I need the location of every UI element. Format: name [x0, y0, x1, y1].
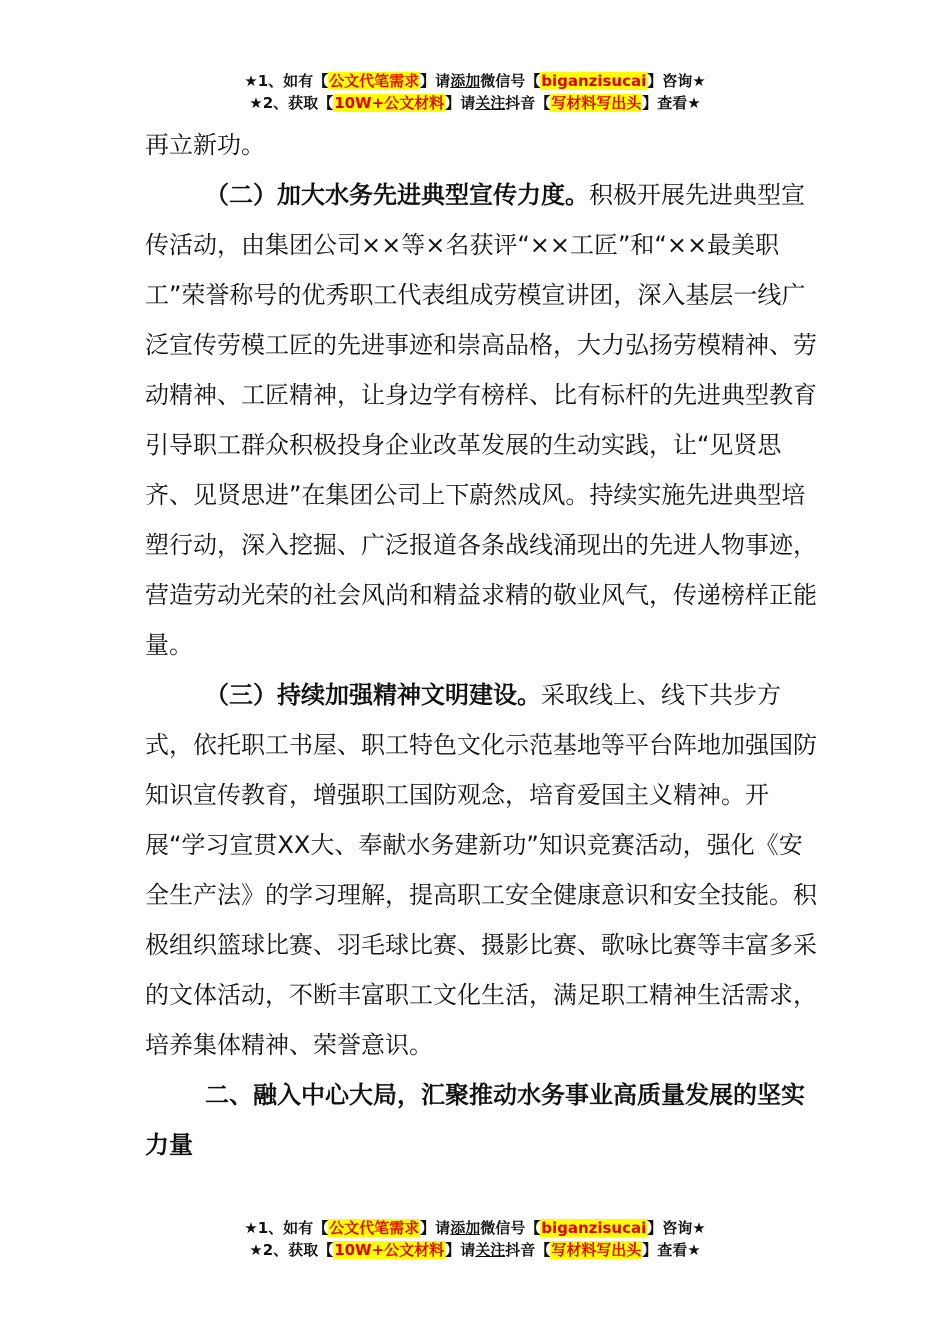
paragraph-spiritual-civilization: （三）持续加强精神文明建设。采取线上、线下共步方式，依托职工书屋、职工特色文化示范基地等平台阵地加强国防知识宣传教育，增强职工国防观念，培育爱国主义精神。开展“学习宣贯XX大、奉献水务建新功”知识竞赛活动，强化《安全生产法》的学习理解，提高职工安全健康意识和安全技能。积极组织篮球比赛、羽毛球比赛、摄影比赛、歌咏比赛等丰富多采的文体活动，不断丰富职工文化生活，满足职工精神生活需求，培养集体精神、荣誉意识。	[145, 681, 817, 1059]
header-banner	[0, 70, 950, 114]
banner-highlight: 写材料写出头	[551, 94, 642, 112]
banner-line-2: ★2、获取【10W+公文材料】请关注抖音【写材料写出头】查看★	[249, 94, 701, 112]
paragraph-typical-publicity: （二）加大水务先进典型宣传力度。积极开展先进典型宣传活动，由集团公司××等×名获评“××工匠”和“××最美职工”荣誉称号的优秀职工代表组成劳模宣讲团，深入基层一线广泛宣传劳模工匠的先进事迹和崇高品格，大力弘扬劳模精神、劳动精神、工匠精神，让身边学有榜样、比有标杆的先进典型教育引导职工群众积极投身企业改革发展的生动实践，让“见贤思齐、见贤思进”在集团公司上下蔚然成风。持续实施先进典型培塑行动，深入挖掘、广泛报道各条战线涌现出的先进人物事迹，营造劳动光荣的社会风尚和精益求精的敬业风气，传递榜样正能量。	[145, 181, 817, 659]
banner-highlight: 公文代笔需求	[329, 1219, 420, 1237]
banner-highlight: 10W+公文材料	[334, 1241, 445, 1259]
banner-highlight: 公文代笔需求	[329, 72, 420, 90]
paragraph-lead: （二）加大水务先进典型宣传力度。	[205, 181, 589, 209]
banner-line-1: ★1、如有【公文代笔需求】请添加微信号【biganzisucai】咨询★	[244, 72, 706, 90]
banner-highlight: biganzisucai	[541, 72, 647, 90]
paragraph-continuation: 再立新功。	[145, 131, 265, 159]
paragraph-lead: （三）持续加强精神文明建设。	[205, 681, 541, 709]
banner-highlight: 10W+公文材料	[334, 94, 445, 112]
footer-banner	[0, 1217, 950, 1261]
document-body	[145, 120, 825, 1170]
banner-line-2: ★2、获取【10W+公文材料】请关注抖音【写材料写出头】查看★	[249, 1241, 701, 1259]
section-heading: 二、融入中心大局，汇聚推动水务事业高质量发展的坚实力量	[145, 1081, 805, 1159]
banner-line-1: ★1、如有【公文代笔需求】请添加微信号【biganzisucai】咨询★	[244, 1219, 706, 1237]
banner-highlight: 写材料写出头	[551, 1241, 642, 1259]
banner-highlight: biganzisucai	[541, 1219, 647, 1237]
